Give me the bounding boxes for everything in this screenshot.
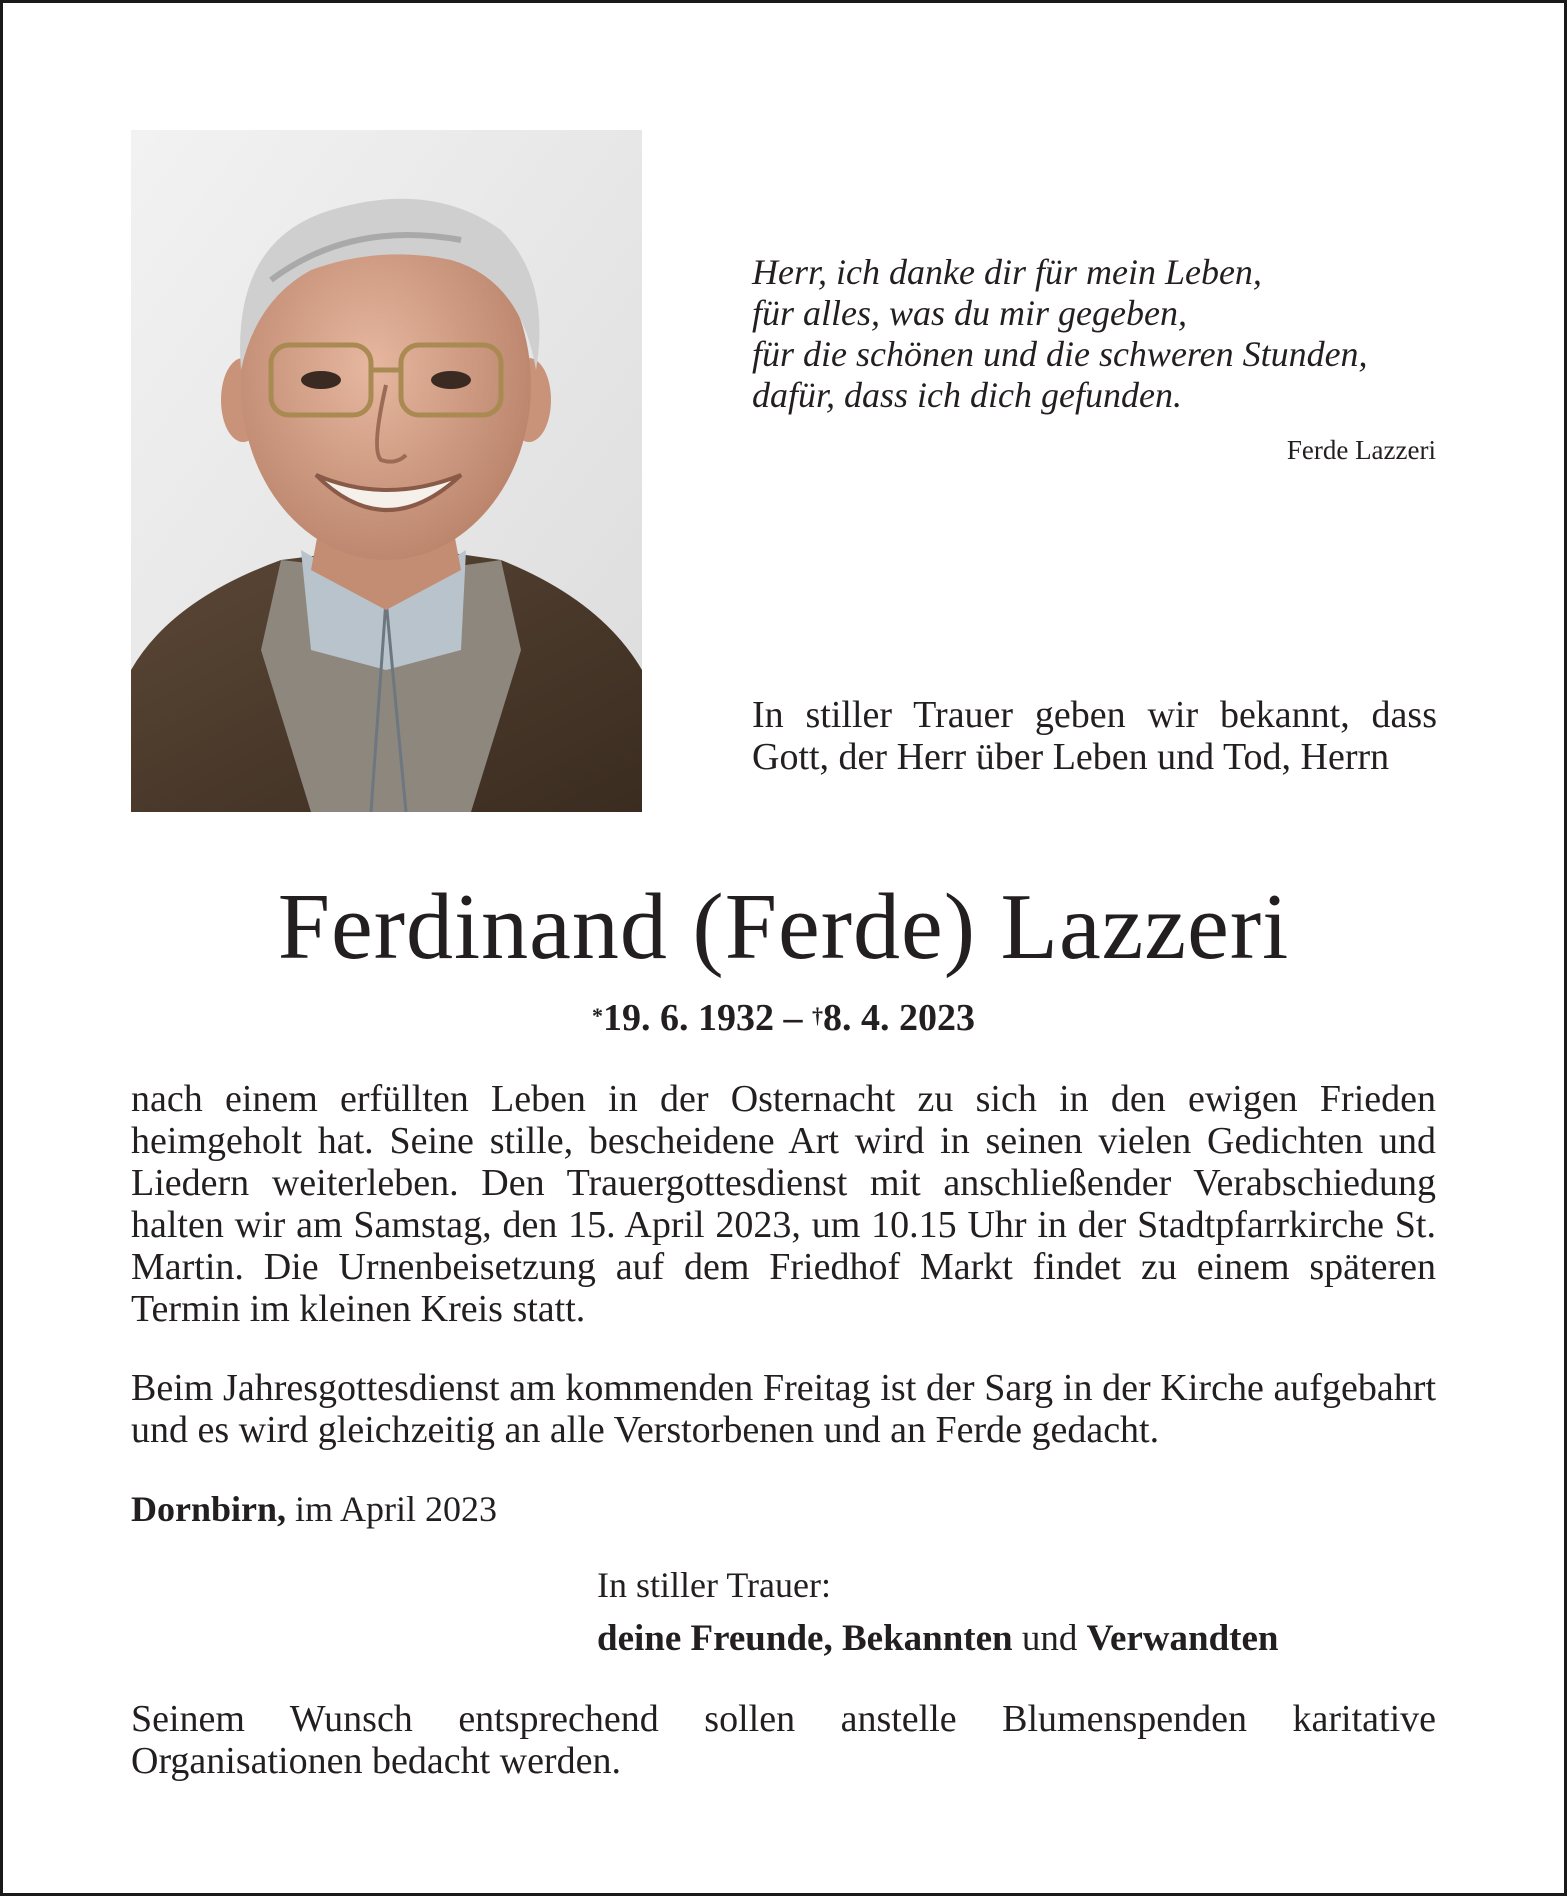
poem-line: für alles, was du mir gegeben, (752, 293, 1187, 333)
birth-symbol: * (592, 1003, 603, 1028)
place-date-line (131, 1488, 497, 1530)
poem-line: dafür, dass ich dich gefunden. (752, 375, 1182, 415)
life-dates (0, 996, 1567, 1040)
birth-date: 19. 6. 1932 (603, 997, 774, 1039)
portrait-illustration (131, 130, 642, 812)
body-paragraph-2: Beim Jahresgottesdienst am kommenden Freitag ist der Sarg in der Kirche aufgebahrt und es wird gleichzeitig an alle Verstorbenen und an Ferde gedacht. (131, 1367, 1436, 1451)
poem-author: Ferde Lazzeri (1286, 435, 1436, 465)
mourners-conjunction: und (1012, 1618, 1087, 1659)
body-paragraph-1: nach einem erfüllten Leben in der Osternacht zu sich in den ewigen Frieden heimgeholt hat. Seine stille, bescheidene Art wird in seinen vielen Gedichten und Liedern weiterleben. Den Trauergottesdienst mit anschließender Verabschiedung halten wir am Samstag, den 15. April 2023, um 10.15 Uhr in der Stadtpfarrkirche St. Martin. Die Urnenbeisetzung auf dem Friedhof Markt findet zu einem späteren Termin im kleinen Kreis statt. (131, 1078, 1436, 1330)
mourners-friends: deine Freunde, Bekannten (597, 1618, 1013, 1659)
poem-line: für die schönen und die schweren Stunden, (752, 334, 1368, 374)
body-paragraph-3: Seinem Wunsch entsprechend sollen anstelle Blumenspenden karitative Organisationen bedacht werden. (131, 1698, 1436, 1782)
death-date: 8. 4. 2023 (823, 997, 975, 1039)
announcement-text: In stiller Trauer geben wir bekannt, dass Gott, der Herr über Leben und Tod, Herrn (752, 694, 1437, 778)
month-year: im April 2023 (286, 1489, 498, 1529)
date-separator: – (774, 997, 812, 1039)
death-symbol: † (812, 1003, 823, 1028)
deceased-name: Ferdinand (Ferde) Lazzeri (277, 875, 1290, 979)
mourners-list (597, 1618, 1279, 1660)
poem-line: Herr, ich danke dir für mein Leben, (752, 252, 1262, 292)
poem (752, 252, 1442, 416)
portrait-photo (131, 130, 642, 812)
city: Dornbirn, (131, 1489, 287, 1529)
mourners-relatives: Verwandten (1086, 1618, 1279, 1659)
mourners-label: In stiller Trauer: (597, 1565, 831, 1605)
